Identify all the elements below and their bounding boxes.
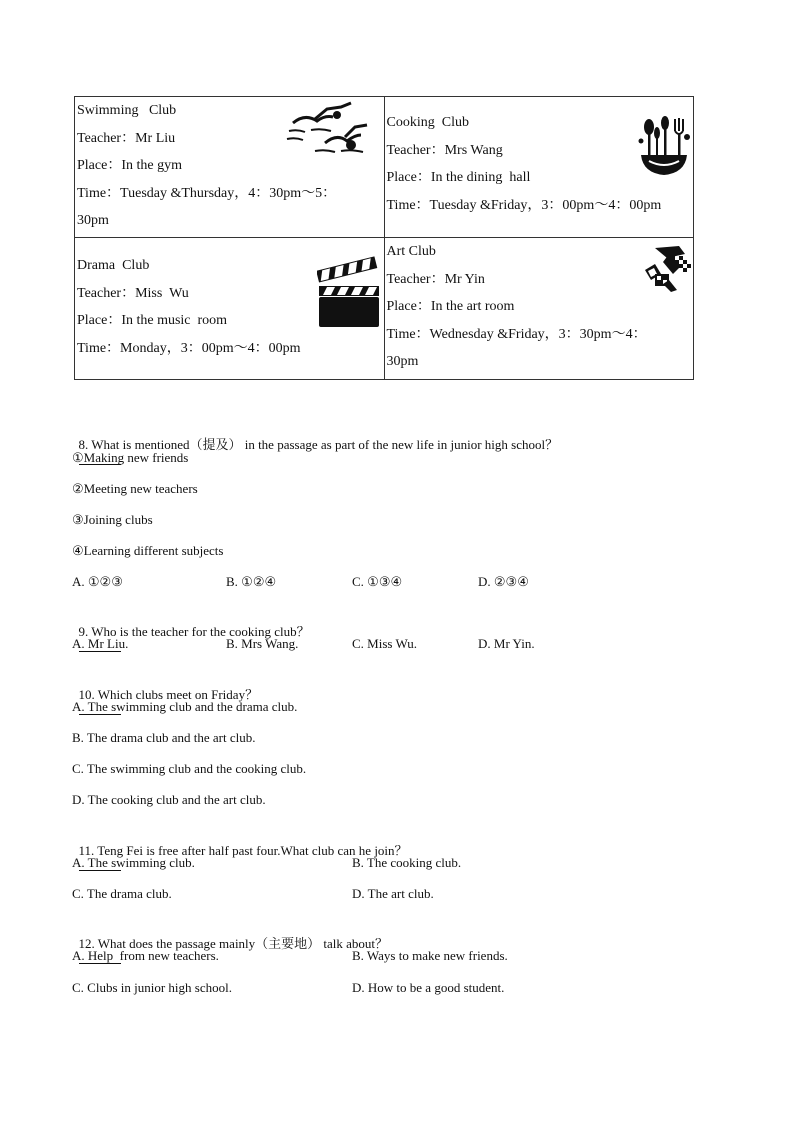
option-c: C. Clubs in junior high school. bbox=[72, 980, 232, 995]
club-place: Place：In the gym bbox=[77, 158, 182, 173]
option-a: A. Help from new teachers. bbox=[72, 948, 219, 963]
option-d: D. The cooking club and the art club. bbox=[72, 792, 266, 807]
club-teacher: Teacher：Miss Wu bbox=[77, 285, 189, 301]
option-d: D. Mr Yin. bbox=[478, 636, 535, 651]
option-a: A. The swimming club. bbox=[72, 855, 195, 870]
option-b: B. Mrs Wang. bbox=[226, 636, 299, 651]
option-c: C. The drama club. bbox=[72, 886, 172, 901]
club-place: Place：In the dining hall bbox=[386, 170, 531, 185]
cooking-club-cell bbox=[384, 97, 694, 238]
question-stem: 10. Which clubs meet on Friday？ bbox=[78, 687, 259, 702]
option-c: C. ①③④ bbox=[352, 574, 403, 589]
list-item: ①Making new friends bbox=[72, 450, 189, 465]
club-time-cont: 30pm bbox=[386, 354, 419, 369]
club-name: Cooking Club bbox=[386, 115, 469, 130]
option-a: A. ①②③ bbox=[72, 574, 123, 589]
option-d: D. ②③④ bbox=[478, 574, 529, 589]
option-b: B. ①②④ bbox=[226, 574, 277, 589]
option-b: B. The drama club and the art club. bbox=[72, 730, 256, 745]
club-teacher: Teacher：Mrs Wang bbox=[386, 142, 503, 158]
option-a: A. Mr Liu. bbox=[72, 636, 129, 651]
club-place: Place：In the music room bbox=[77, 313, 228, 328]
club-time-cont: 30pm bbox=[77, 213, 109, 228]
drama-club-cell bbox=[75, 238, 385, 380]
list-item: ②Meeting new teachers bbox=[72, 481, 198, 496]
club-table bbox=[74, 96, 694, 380]
club-time: Time：Tuesday &Thursday，4：30pm～5： bbox=[77, 185, 337, 201]
club-time: Time：Monday，3：00pm～4：00pm bbox=[77, 340, 301, 356]
option-b: B. Ways to make new friends. bbox=[352, 948, 508, 963]
club-name: Swimming Club bbox=[77, 103, 177, 118]
list-item: ③Joining clubs bbox=[72, 512, 153, 527]
club-teacher: Teacher：Mr Liu bbox=[77, 130, 176, 146]
question-stem: 12. What does the passage mainly（主要地） talk about？ bbox=[78, 936, 389, 951]
art-pattern-icon bbox=[641, 244, 693, 296]
option-b: B. The cooking club. bbox=[352, 855, 462, 870]
option-c: C. Miss Wu. bbox=[352, 636, 417, 651]
option-a: A. The swimming club and the drama club. bbox=[72, 699, 298, 714]
question-stem: 8. What is mentioned（提及） in the passage as part of the new life in junior high school？ bbox=[78, 437, 559, 452]
swimming-club-cell bbox=[75, 97, 385, 238]
art-club-cell bbox=[384, 238, 694, 380]
clapperboard-icon bbox=[317, 252, 381, 328]
club-time: Time：Tuesday &Friday，3：00pm～4：00pm bbox=[386, 197, 662, 213]
kitchen-utensils-icon bbox=[635, 115, 693, 179]
option-c: C. The swimming club and the cooking club. bbox=[72, 761, 307, 776]
list-item: ④Learning different subjects bbox=[72, 543, 224, 558]
club-name: Drama Club bbox=[77, 258, 150, 273]
club-time: Time：Wednesday &Friday，3：30pm～4： bbox=[386, 326, 647, 342]
option-d: D. The art club. bbox=[352, 886, 434, 901]
option-d: D. How to be a good student. bbox=[352, 980, 505, 995]
club-teacher: Teacher：Mr Yin bbox=[386, 271, 485, 287]
swimmer-icon bbox=[285, 101, 375, 157]
question-stem: 9. Who is the teacher for the cooking club？ bbox=[78, 624, 310, 639]
club-place: Place：In the art room bbox=[386, 299, 515, 314]
club-name: Art Club bbox=[386, 244, 436, 259]
question-stem: 11. Teng Fei is free after half past four.What club can he join？ bbox=[78, 843, 408, 858]
